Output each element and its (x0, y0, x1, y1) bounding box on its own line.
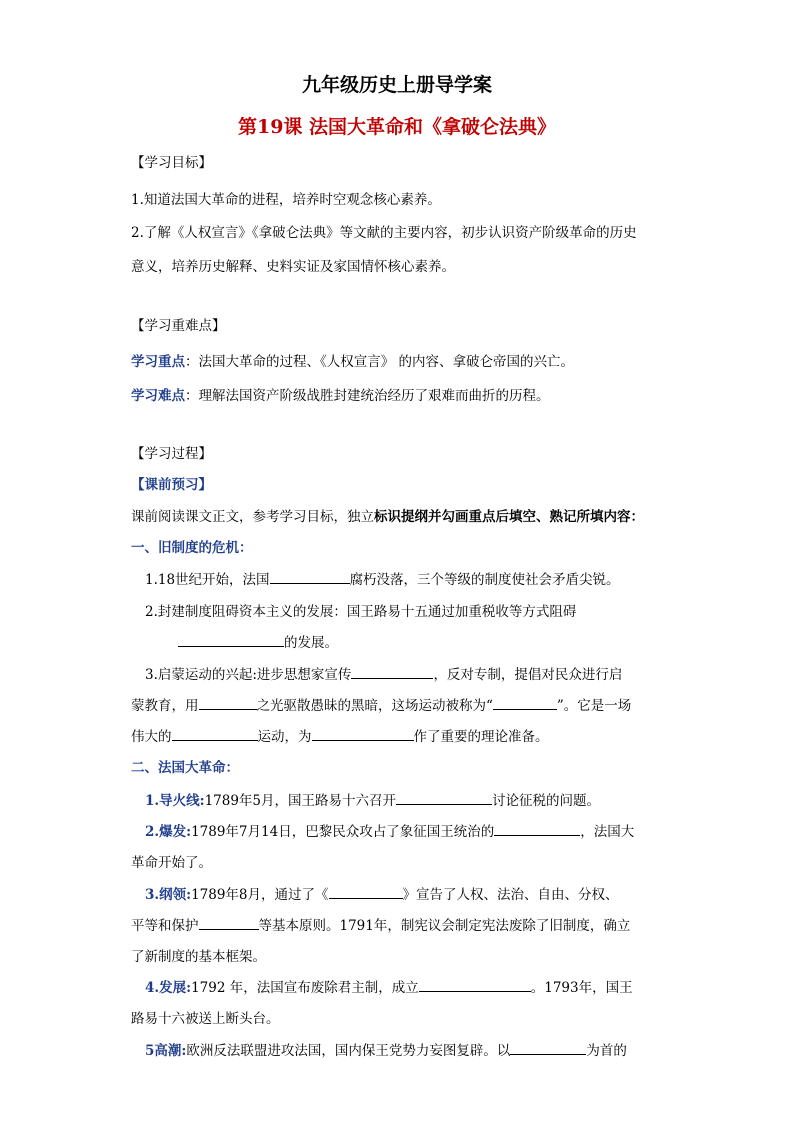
item-1-2: 2.封建制度阻碍资本主义的发展：国王路易十五通过加重税收等方式阻碍 (145, 604, 577, 620)
difficult-point-label: 学习难点 (131, 388, 185, 404)
document-title: 九年级历史上册导学案 (301, 74, 492, 96)
blank-9[interactable] (494, 822, 580, 836)
item-2-2: 2.爆发:1789年7月14日，巴黎民众攻占了象征国王统治的 ，法国大 (145, 824, 635, 840)
section-header-objectives: 【学习目标】 (131, 155, 212, 171)
objective-2-line-1: 2.了解《人权宣言》《拿破仑法典》等文献的主要内容，初步认识资产阶级革命的历史 (131, 225, 637, 241)
item-2-3-cont-2: 了新制度的基本框架。 (131, 949, 266, 965)
key-point (131, 350, 574, 370)
difficult-point (131, 384, 550, 404)
section-header-process: 【学习过程】 (131, 446, 212, 462)
item-2-1: 1.导火线:1789年5月，国王路易十六召开 讨论征税的问题。 (145, 793, 601, 809)
key-point-text: ：法国大革命的过程、《人权宣言》 的内容、拿破仑帝国的兴亡。 (185, 354, 575, 370)
item-2-3-cont-1: 平等和保护 等基本原则。1791年，制宪议会制定宪法废除了旧制度，确立 (131, 918, 631, 934)
blank-11[interactable] (199, 916, 259, 930)
item-1-3: 3.启蒙运动的兴起:进步思想家宣传 ，反对专制，提倡对民众进行启 (145, 667, 623, 683)
blank-2[interactable] (178, 633, 284, 647)
heading-old-regime-crisis: 一、旧制度的危机： (131, 540, 253, 556)
item-2-2-cont: 革命开始了。 (131, 855, 212, 871)
lesson-title: 第19课 法国大革命和《拿破仑法典》 (237, 116, 557, 138)
item-2-4: 4.发展:1792 年，法国宣布废除君主制，成立 。1793年，国王 (145, 980, 633, 996)
blank-4[interactable] (199, 696, 257, 710)
preview-instruction: 课前阅读课文正文，参考学习目标，独立标识提纲并勾画重点后填空、熟记所填内容： (131, 509, 644, 525)
blank-10[interactable] (329, 885, 403, 899)
blank-13[interactable] (510, 1041, 586, 1055)
item-2-5: 5高潮:欧洲反法联盟进攻法国，国内保王党势力妄图复辟。以 为首的 (145, 1043, 627, 1059)
blank-7[interactable] (312, 727, 414, 741)
blank-1[interactable] (270, 570, 350, 584)
blank-5[interactable] (493, 696, 557, 710)
item-1-3-cont-2: 伟大的 运动，为 作了重要的理论准备。 (131, 729, 549, 745)
blank-6[interactable] (172, 727, 258, 741)
objective-1: 1.知道法国大革命的进程，培养时空观念核心素养。 (131, 192, 441, 208)
heading-french-revolution: 二、法国大革命： (131, 760, 239, 776)
item-2-3: 3.纲领:1789年8月，通过了《 》宣告了人权、法治、自由、分权、 (145, 887, 619, 903)
blank-12[interactable] (419, 978, 531, 992)
item-2-4-cont: 路易十六被送上断头台。 (131, 1011, 280, 1027)
blank-3[interactable] (351, 665, 433, 679)
objective-2-line-2: 意义，培养历史解释、史料实证及家国情怀核心素养。 (131, 259, 455, 275)
item-1-3-cont-1: 蒙教育，用 之光驱散愚昧的黑暗，这场运动被称为“ ”。它是一场 (131, 698, 632, 714)
section-header-key-points: 【学习重难点】 (131, 318, 226, 334)
blank-8[interactable] (396, 791, 492, 805)
difficult-point-text: ：理解法国资产阶级战胜封建统治经历了艰难而曲折的历程。 (185, 388, 550, 404)
subsection-preview: 【课前预习】 (131, 477, 212, 493)
item-1-1: 1.18世纪开始，法国 腐朽没落，三个等级的制度使社会矛盾尖锐。 (145, 572, 620, 588)
key-point-label: 学习重点 (131, 354, 185, 370)
item-1-2-cont: 的发展。 (178, 631, 338, 651)
